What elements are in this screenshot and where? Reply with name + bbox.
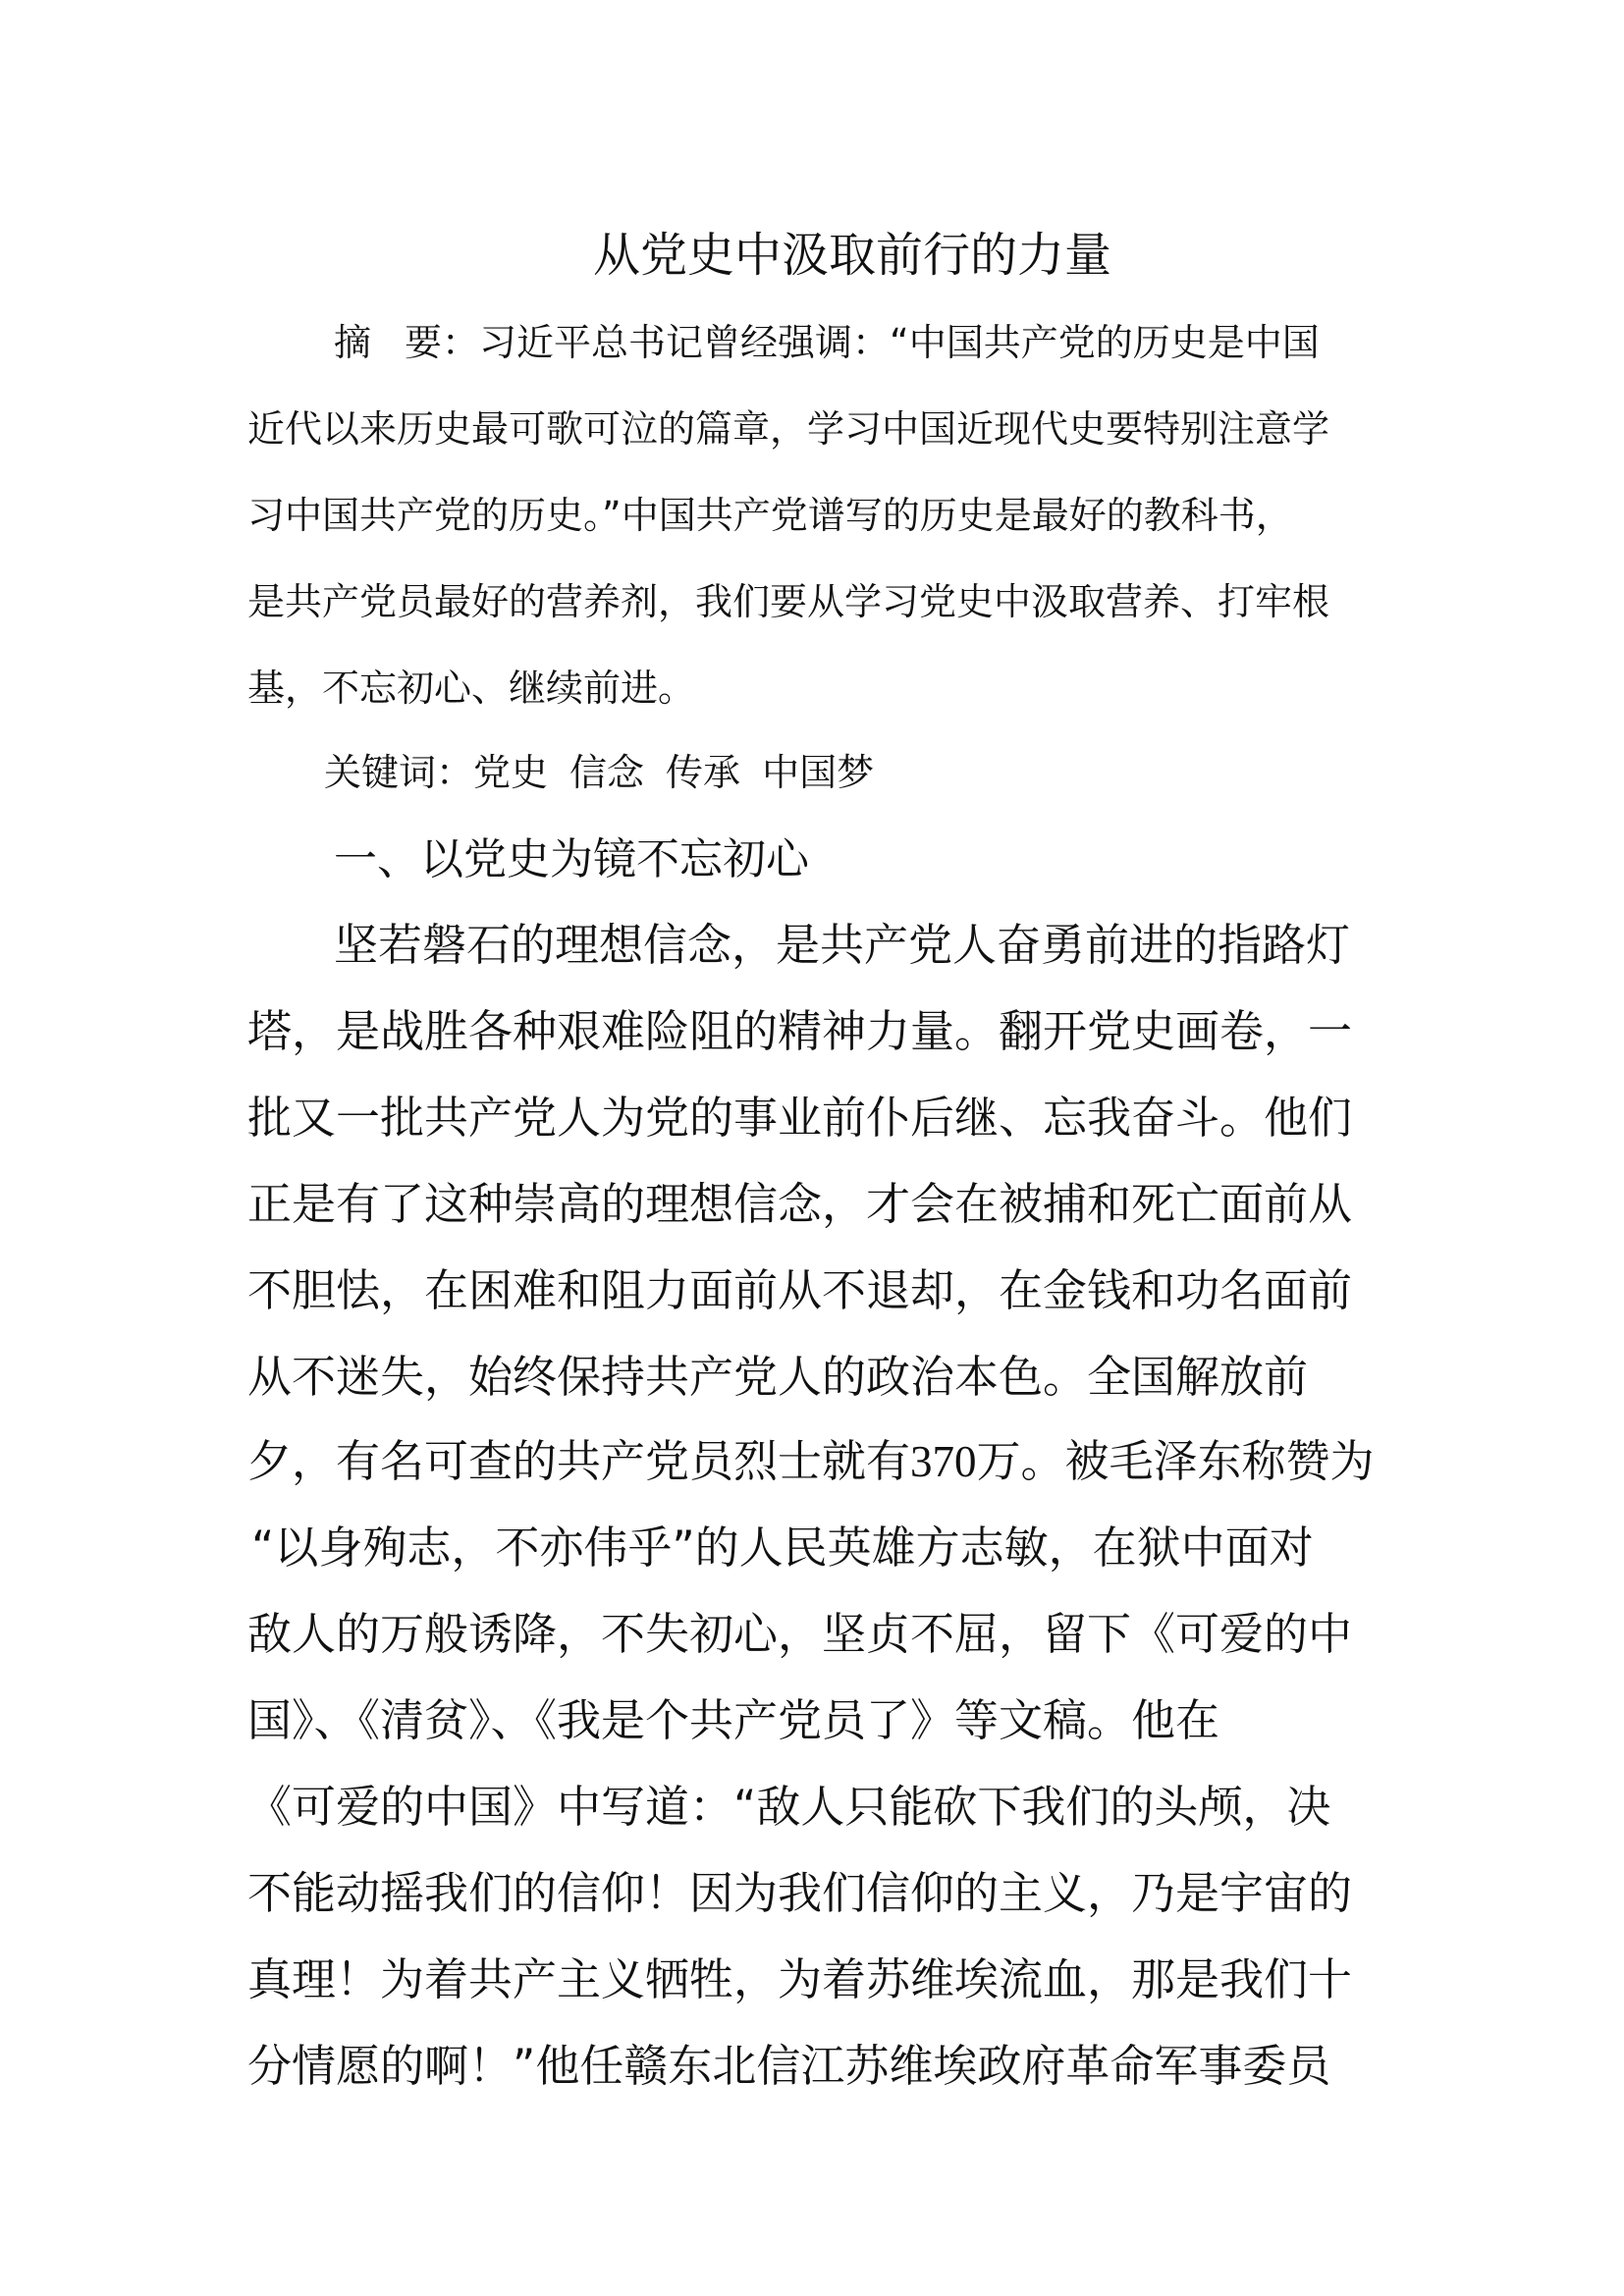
section-heading: 一、以党史为镜不忘初心 [334,834,809,884]
keyword: 中国梦 [762,751,875,794]
abstract-line-1 [334,321,1320,364]
body-line: 不胆怯，在困难和阻力面前从不退却，在金钱和功名面前 [247,1264,1353,1316]
keywords-line [324,751,875,794]
body-line: 塔，是战胜各种艰难险阻的精神力量。翻开党史画卷，一 [247,1005,1353,1057]
body-line: 真理！为着共产主义牺牲，为着苏维埃流血，那是我们十 [247,1953,1353,2005]
keyword: 传承 [666,751,741,794]
body-line: 国》、《清贫》、《我是个共产党员了》等文稿。他在 [247,1694,1220,1746]
body-line: 敌人的万般诱降，不失初心，坚贞不屈，留下《可爱的中 [247,1608,1353,1660]
abstract-label-2: 要： [405,321,480,364]
body-text: 夕，有名可查的共产党员烈士就有 [247,1435,911,1487]
keyword: 信念 [569,751,645,794]
body-line: 《可爱的中国》中写道：“敌人只能砍下我们的头颅，决 [247,1781,1331,1833]
body-line: 不能动摇我们的信仰！因为我们信仰的主义，乃是宇宙的 [247,1867,1353,1919]
abstract-line: 近代以来历史最可歌可泣的篇章，学习中国近现代史要特别注意学 [247,407,1330,451]
body-line: 分情愿的啊！”他任赣东北信江苏维埃政府革命军事委员 [247,2040,1331,2092]
body-line: 正是有了这种崇高的理想信念，才会在被捕和死亡面前从 [247,1178,1353,1230]
body-line: 批又一批共产党人为党的事业前仆后继、忘我奋斗。他们 [247,1092,1353,1144]
keywords-label: 关键词： [324,751,474,794]
abstract-line: 习中国共产党的历史。”中国共产党谱写的历史是最好的教科书， [247,494,1293,537]
keyword: 党史 [473,751,549,794]
abstract-line: 是共产党员最好的营养剂，我们要从学习党史中汲取营养、打牢根 [247,580,1330,623]
body-line: 从不迷失，始终保持共产党人的政治本色。全国解放前 [247,1351,1309,1403]
body-line: 坚若磐石的理想信念，是共产党人奋勇前进的指路灯 [334,919,1351,971]
abstract-text: 习近平总书记曾经强调：“中国共产党的历史是中国 [479,321,1320,364]
page-title: 从党史中汲取前行的力量 [593,228,1112,283]
body-line: “以身殉志，不亦伟乎”的人民英雄方志敏，在狱中面对 [251,1522,1314,1574]
abstract-line: 基，不忘初心、继续前进。 [247,667,696,710]
abstract-label-1: 摘 [334,321,372,364]
martyr-count: 370 [910,1437,977,1486]
body-line [247,1435,1375,1487]
body-text: 万。被毛泽东称赞为 [976,1435,1375,1487]
